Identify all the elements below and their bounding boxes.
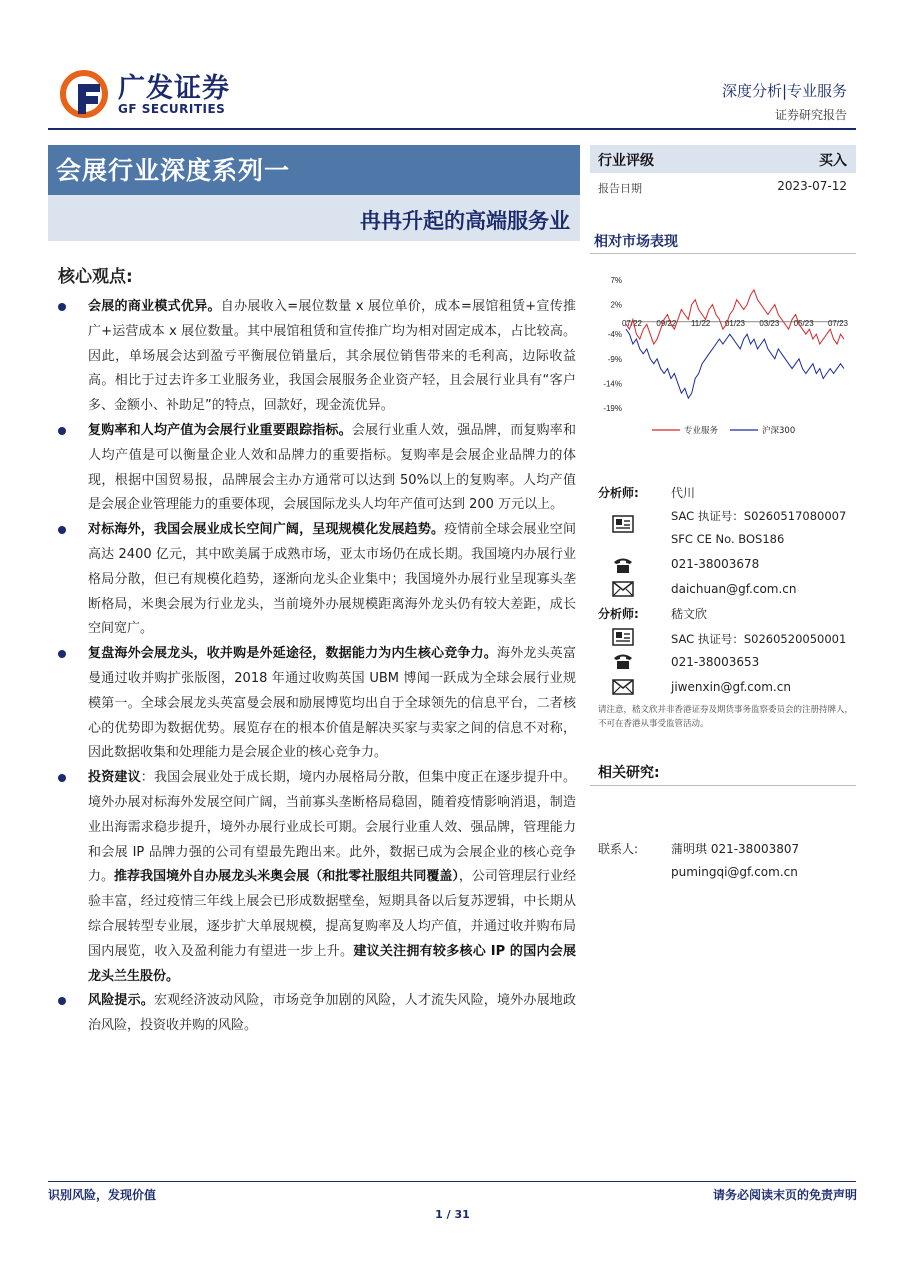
core-point: 风险提示。宏观经济波动风险，市场竞争加剧的风险，人才流失风险，境外办展地政治风险，投资收并购的风险。: [58, 989, 576, 1039]
contact-email[interactable]: pumingqi@gf.com.cn: [671, 865, 798, 879]
phone-icon: [612, 652, 634, 670]
header-report-type: 证券研究报告: [774, 108, 847, 122]
bullet-dot-icon: [58, 526, 66, 534]
core-points: [58, 295, 576, 1039]
header-divider: [48, 128, 856, 130]
performance-divider: [590, 253, 856, 254]
core-point: 投资建议：我国会展业处于成长期，境内办展格局分散，但集中度正在逐步提升中。境外办展对标海外发展空间广阔，当前寡头垄断格局稳固，随着疫情影响消退，制造业出海需求稳步提升，境外办展行业成长可期。会展行业重人效、强品牌，管理能力和会展 IP 品牌力强的公司有望最先跑出来。此外，数据已成为会展企业的核心竞争力。推荐我国境外自办展龙头米奥会展（和批零社服组共同覆盖），公司管理层行业经验丰富，经过疫情三年线上展会已形成数据壁垒，短期具备以后复苏逻辑，中长期从综合展转型专业展，逐步扩大单展规模，提高复购率及人均产值，并通过收并购布局国内展览，收入及盈利能力有望进一步上升。建议关注拥有较多核心 IP 的国内会展龙头兰生股份。: [58, 766, 576, 989]
performance-heading: 相对市场表现: [594, 234, 678, 250]
related-divider: [590, 785, 856, 786]
analyst-email[interactable]: jiwenxin@gf.com.cn: [671, 680, 791, 694]
analyst-name: 嵇文欣: [671, 607, 708, 621]
bullet-dot-icon: [58, 303, 66, 311]
legend-label: 专业服务: [684, 426, 719, 436]
footer-divider: [48, 1181, 856, 1182]
analyst-name: 代川: [671, 486, 696, 500]
email-icon: [612, 678, 634, 696]
related-research-heading: 相关研究:: [598, 765, 660, 781]
bullet-dot-icon: [58, 774, 66, 782]
license-note: 请注意，嵇文欣并非香港证券及期货事务监察委员会的注册持牌人，不可在香港从事受监管活动。: [598, 705, 854, 729]
footer-disclaimer[interactable]: 请务必阅读末页的免责声明: [712, 1188, 857, 1202]
page-title: 会展行业深度系列一: [56, 156, 291, 185]
analyst-phone: 021-38003653: [671, 655, 760, 669]
analyst-phone: 021-38003678: [671, 557, 760, 571]
x-tick-label: 07/22: [621, 318, 643, 328]
page-subtitle: 冉冉升起的高端服务业: [360, 208, 570, 233]
x-tick-label: 11/22: [690, 318, 711, 328]
series-line-professional-services: [626, 290, 844, 344]
core-point: 复盘海外会展龙头，收并购是外延途径，数据能力为内生核心竞争力。海外龙头英富曼通过收并购扩张版图，2018 年通过收购英国 UBM 博闻一跃成为全球会展行业规模第一。全球会展龙头英富曼会展和励展博览均出自于全球领先的信息平台，二者核心的优势即为数据优势。展览存在的根本价值是解决买家与卖家之间的信息不对称，因此数据收集和处理能力是会展企业的核心竞争力。: [58, 642, 576, 766]
contact-label: 联系人:: [598, 842, 639, 856]
phone-icon: [612, 556, 634, 574]
y-tick-label: 2%: [610, 300, 622, 310]
x-tick-label: 01/23: [724, 318, 746, 328]
page-number: 1 / 31: [435, 1208, 470, 1221]
report-date-label: 报告日期: [598, 182, 642, 195]
email-icon: [612, 580, 634, 598]
rating-label: 行业评级: [598, 153, 654, 169]
id-card-icon: [612, 628, 634, 646]
legend-label: 沪深300: [762, 426, 796, 436]
x-tick-label: 05/23: [793, 318, 814, 328]
analyst-sfc: SFC CE No. BOS186: [671, 532, 785, 546]
contact-name-phone: 蒲明琪 021-38003807: [671, 842, 800, 856]
core-point: 复购率和人均产值为会展行业重要跟踪指标。会展行业重人效，强品牌，而复购率和人均产值是可以衡量企业人效和品牌力的重要指标。复购率是会展企业品牌力的体现，根据中国贸易报，品牌展会主办方通常可以达到 50%以上的复购率。人均产值是会展企业管理能力的重要体现，会展国际龙头人均年产值可达到 200 万元以上。: [58, 419, 576, 518]
analyst-sac: SAC 执证号：S0260520050001: [671, 632, 847, 646]
core-heading: 核心观点:: [58, 267, 133, 287]
analyst-label: 分析师:: [598, 607, 639, 621]
y-tick-label: -9%: [607, 354, 622, 364]
x-tick-label: 03/23: [759, 318, 780, 328]
footer-slogan: 识别风险，发现价值: [48, 1188, 157, 1202]
analyst-email[interactable]: daichuan@gf.com.cn: [671, 582, 797, 596]
y-tick-label: 7%: [610, 276, 622, 285]
core-point: 对标海外，我国会展业成长空间广阔，呈现规模化发展趋势。疫情前全球会展业空间高达 2400 亿元，其中欧美属于成熟市场，亚太市场仍在成长期。我国境内办展行业格局分散，但已有规模化趋势，逐渐向龙头企业集中；我国境外办展行业呈现寡头垄断格局，米奥会展为行业龙头，当前境外办展规模距离海外龙头仍有较大差距，成长空间宽广。: [58, 518, 576, 642]
analyst-label: 分析师:: [598, 486, 639, 500]
x-tick-label: 07/23: [827, 318, 848, 328]
bullet-dot-icon: [58, 427, 66, 435]
y-tick-label: -14%: [603, 379, 622, 389]
report-date: 2023-07-12: [777, 179, 847, 193]
logo-text-en: GF SECURITIES: [118, 102, 226, 116]
x-tick-label: 09/22: [656, 318, 677, 328]
series-line-csi300: [626, 329, 844, 398]
core-point: 会展的商业模式优异。自办展收入=展位数量 x 展位单价，成本=展馆租赁+宣传推广+运营成本 x 展位数量。其中展馆租赁和宣传推广均为相对固定成本，占比较高。因此，单场展会达到盈亏平衡展位销量后，其余展位销售带来的毛利高，边际收益高。相比于过去许多工业服务业，我国会展服务企业资产轻，且会展行业具有“客户多、金额小、补助足”的特点，回款好，现金流优异。: [58, 295, 576, 419]
bullet-dot-icon: [58, 650, 66, 658]
relative-performance-chart: [596, 268, 848, 443]
logo-text-cn: 广发证券: [118, 73, 230, 104]
rating-value: 买入: [819, 153, 847, 169]
y-tick-label: -4%: [607, 330, 622, 340]
header-tagline: 深度分析|专业服务: [721, 82, 847, 100]
gf-logo-icon: [60, 70, 112, 118]
bullet-dot-icon: [58, 997, 66, 1005]
analyst-sac: SAC 执证号：S0260517080007: [671, 509, 847, 523]
y-tick-label: -19%: [603, 404, 622, 413]
id-card-icon: [612, 515, 634, 533]
